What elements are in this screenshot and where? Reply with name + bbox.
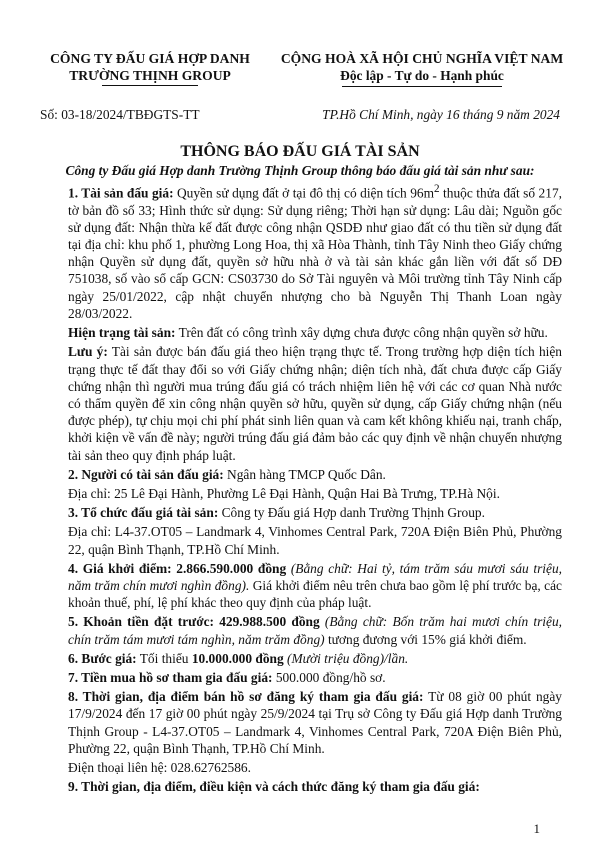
section-7 (68, 669, 562, 686)
contact-phone: Điện thoại liên hệ: 028.62762586. (68, 759, 251, 775)
company-header (30, 50, 270, 86)
deposit-words: (Bằng chữ: Bốn trăm hai mươi chín triệu, chín trăm tám mươi tám nghìn, năm trăm đồng) (68, 614, 563, 647)
section-7-text: 500.000 đồng/hồ sơ. (272, 669, 386, 685)
national-motto: Độc lập - Tự do - Hạnh phúc (340, 68, 504, 83)
national-header (262, 50, 582, 87)
section-6 (68, 650, 562, 667)
section-9-label: 9. Thời gian, địa điểm, điều kiện và cách thức đăng ký tham gia đấu giá: (68, 779, 480, 795)
section-4 (68, 560, 562, 612)
note-text: Tài sản được bán đấu giá theo hiện trạng thực tế. Trong trường hợp diện tích hiện trạng thực tế đất thay đổi so với Giấy chứng nhận; diện tích nhà, đất chưa được cấp Giấy chứng nhận thì người mua trúng đấu giá có trách nhiệm liên hệ với các cơ quan Nhà nước có thẩm quyền để xin công nhận quyền sở hữu, quyền sử dụng, cấp Giấy chứng nhận (nếu được phép), tự chịu mọi chi phí phát sinh liên quan và cam kết không khiếu nại, tranh chấp, khởi kiện về vấn đề này; người trúng đấu giá đảm bảo các quy định về nhận chuyển nhượng tài sản theo quy định pháp luật. (68, 344, 563, 463)
section-3-address: Địa chỉ: L4-37.OT05 – Landmark 4, Vinhomes Central Park, 720A Điện Biên Phủ, Phường 22, quận Bình Thạnh, TP.Hồ Chí Minh. (68, 524, 562, 557)
section-9 (68, 778, 562, 795)
document-date: TP.Hồ Chí Minh, ngày 16 tháng 9 năm 2024 (322, 107, 560, 122)
area-superscript: 2 (434, 183, 440, 195)
asset-status-label: Hiện trạng tài sản: (68, 325, 176, 341)
company-name-line1: CÔNG TY ĐẤU GIÁ HỢP DANH (50, 51, 250, 66)
deposit-amount: 429.988.500 đồng (214, 614, 320, 630)
asset-status (68, 324, 562, 341)
bid-step-words: (Mười triệu đồng)/lần. (283, 650, 409, 666)
section-5-text: tương đương với 15% giá khởi điểm. (324, 631, 527, 647)
section-2 (68, 466, 562, 483)
company-underline (102, 85, 198, 86)
section-1-text-b: thuộc thửa đất số 217, tờ bản đồ số 33; Hình thức sử dụng: Sử dụng riêng; Thời hạn sử dụng: Lâu dài; Nguồn gốc sử dụng đất: Nhận thừa kế đất được công nhận QSDĐ như giao đất có thu tiền sử dụng đất tại địa chỉ: khu phố 1, phường Long Hoa, thị xã Hòa Thành, tỉnh Tây Ninh theo Giấy chứng nhận Quyền sử dụng đất, quyền sở hữu nhà ở và tài sản khác gắn liền với đất số DĐ 751038, số vào sổ cấp GCN: CS03730 do Sở Tài nguyên và Môi trường tỉnh Tây Ninh cấp ngày 25/01/2022, cập nhật chuyển nhượng cho bà Nguyễn Thị Thanh Loan ngày 28/03/2022. (68, 185, 562, 321)
section-3 (68, 504, 562, 521)
starting-price-words: (Bằng chữ: Hai tỷ, tám trăm sáu mươi sáu triệu, năm trăm chín mươi nghìn đồng). (68, 560, 563, 593)
section-5-label: 5. Khoản tiền đặt trước: (68, 614, 215, 630)
page-number: 1 (533, 821, 540, 836)
company-name-line2: TRƯỜNG THỊNH GROUP (69, 68, 231, 83)
section-7-label: 7. Tiền mua hồ sơ tham gia đấu giá: (68, 669, 273, 685)
note-paragraph (68, 343, 562, 463)
section-3-label: 3. Tổ chức đấu giá tài sản: (68, 505, 219, 521)
asset-status-text: Trên đất có công trình xây dựng chưa được công nhận quyền sở hữu. (175, 325, 548, 341)
document-title: THÔNG BÁO ĐẤU GIÁ TÀI SẢN (180, 143, 420, 160)
section-1-text-a: Quyền sử dụng đất ở tại đô thị có diện tích 96m (173, 185, 435, 201)
intro-line: Công ty Đấu giá Hợp danh Trường Thịnh Group thông báo đấu giá tài sản như sau: (65, 163, 535, 178)
section-5 (68, 613, 562, 647)
section-1 (68, 181, 562, 322)
section-8-text: Từ 08 giờ 00 phút ngày 17/9/2024 đến 17 giờ 00 phút ngày 25/9/2024 tại Trụ sở Công ty Đấu giá Hợp danh Trường Thịnh Group - L4-37.OT05 – Landmark 4, Vinhomes Central Park, 720A Điện Biên Phủ, Phường 22, quận Bình Thạnh, TP.Hồ Chí Minh. (68, 689, 562, 756)
reference-number: Số: 03-18/2024/TBĐGTS-TT (40, 107, 200, 122)
section-2-text: Ngân hàng TMCP Quốc Dân. (223, 466, 386, 482)
note-label: Lưu ý: (68, 344, 108, 360)
section-8 (68, 688, 562, 757)
section-6-label: 6. Bước giá: (68, 650, 137, 666)
section-1-label: 1. Tài sản đấu giá: (68, 185, 174, 201)
section-3-text: Công ty Đấu giá Hợp danh Trường Thịnh Group. (218, 505, 485, 521)
section-8-label: 8. Thời gian, địa điểm bán hồ sơ đăng ký tham gia đấu giá: (68, 689, 424, 705)
section-2-address: Địa chỉ: 25 Lê Đại Hành, Phường Lê Đại Hành, Quận Hai Bà Trưng, TP.Hà Nội. (68, 485, 500, 501)
section-4-text: Giá khởi điểm nêu trên chưa bao gồm lệ phí trước bạ, các khoản thuế, phí, lệ phí khác theo quy định của pháp luật. (68, 577, 562, 611)
motto-underline (342, 86, 502, 87)
starting-price: 2.866.590.000 đồng (171, 560, 287, 576)
section-2-label: 2. Người có tài sản đấu giá: (68, 466, 224, 482)
national-title: CỘNG HOÀ XÃ HỘI CHỦ NGHĨA VIỆT NAM (280, 51, 564, 66)
section-6-text: Tối thiểu (136, 650, 192, 666)
bid-step-amount: 10.000.000 đồng (191, 650, 284, 666)
section-4-label: 4. Giá khởi điểm: (68, 560, 172, 576)
document-body (68, 181, 562, 797)
